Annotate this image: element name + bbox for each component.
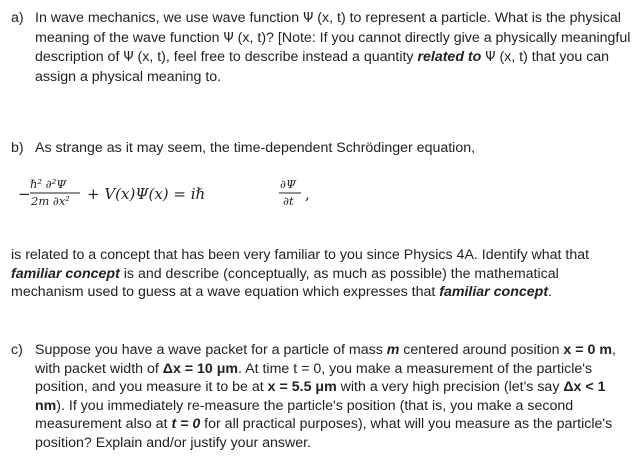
question-c-text — [35, 341, 631, 453]
initial-position: x = 0 m — [563, 342, 612, 358]
emphasis-familiar-concept: familiar concept — [439, 284, 549, 301]
question-c-text-part: centered around position — [399, 342, 564, 358]
packet-width: Δx = 10 μm — [162, 360, 239, 377]
psi-symbol: Ψ — [303, 11, 314, 26]
schrodinger-equation — [18, 174, 318, 216]
question-c-text-part: for all practical purposes), what will you measure as the particle's position? Explain and/or justify your answer. — [35, 416, 613, 451]
question-a-text — [35, 9, 631, 86]
measured-position: x = 5.5 μm — [267, 379, 337, 396]
psi-symbol: Ψ — [123, 50, 134, 66]
equation-lhs-numerator: ℏ² ∂²Ψ — [30, 177, 67, 191]
question-b-text-part: is and describe (conceptually, as much as possible) the mathematical mechanism used to guess at a wave equation which expresses that — [11, 265, 559, 301]
question-c-text-part: , with packet width of — [35, 342, 616, 377]
measurement-precision: Δx < 1 nm — [35, 379, 606, 414]
question-b-text-part: is related to a concept that has been very familiar to you since Physics 4A. Identify what that — [11, 247, 590, 263]
question-a-label: a) — [11, 10, 24, 26]
psi-symbol: Ψ — [485, 50, 496, 66]
question-a-text-part: In wave mechanics, we use wave function — [35, 10, 304, 26]
question-b-intro: As strange as it may seem, the time-dependent Schrödinger equation, — [35, 140, 476, 156]
equation-rhs-denominator: ∂t — [283, 194, 294, 208]
question-a-text-part: (x, t), feel free to describe instead a quantity — [133, 49, 418, 66]
equation-lhs-denominator: 2m ∂x² — [31, 194, 70, 208]
question-c — [11, 341, 631, 453]
question-a-text-part: (x, t)? [Note: If you cannot directly give a physically meaningful description of — [35, 29, 631, 66]
question-c-label: c) — [11, 342, 23, 358]
question-b-paragraph — [11, 246, 631, 302]
mass-symbol: m — [386, 342, 400, 358]
equation-rhs-numerator: ∂Ψ — [280, 177, 297, 191]
question-b-label: b) — [11, 140, 24, 156]
second-measurement-time: t = 0 — [171, 416, 201, 433]
equation-minus: − — [18, 185, 31, 203]
question-c-text-part: ). If you immediately re-measure the particle's position (that is, you make a second measurement also at — [35, 397, 574, 433]
question-a-text-part: (x, t) that you can assign a physical meaning to. — [35, 49, 610, 85]
question-c-text-part: . At time t = 0, you make a measurement of the particle's position, and you measure it to be at — [35, 360, 593, 396]
equation-comma: , — [305, 185, 310, 203]
equation-middle: + V(x)Ψ(x) = iℏ — [87, 185, 206, 203]
question-c-text-part: Suppose you have a wave packet for a particle of mass — [35, 342, 387, 358]
emphasis-related-to: related to — [417, 49, 482, 66]
question-b — [11, 139, 631, 158]
question-a-text-part: (x, t) to represent a particle. What is the physical meaning of the wave function — [35, 10, 621, 46]
question-c-text-part: with a very high precision (let's say — [336, 379, 564, 396]
question-b-text-part: . — [548, 284, 552, 301]
psi-symbol: Ψ — [223, 30, 234, 46]
question-a — [11, 9, 631, 86]
emphasis-familiar-concept: familiar concept — [11, 265, 120, 282]
